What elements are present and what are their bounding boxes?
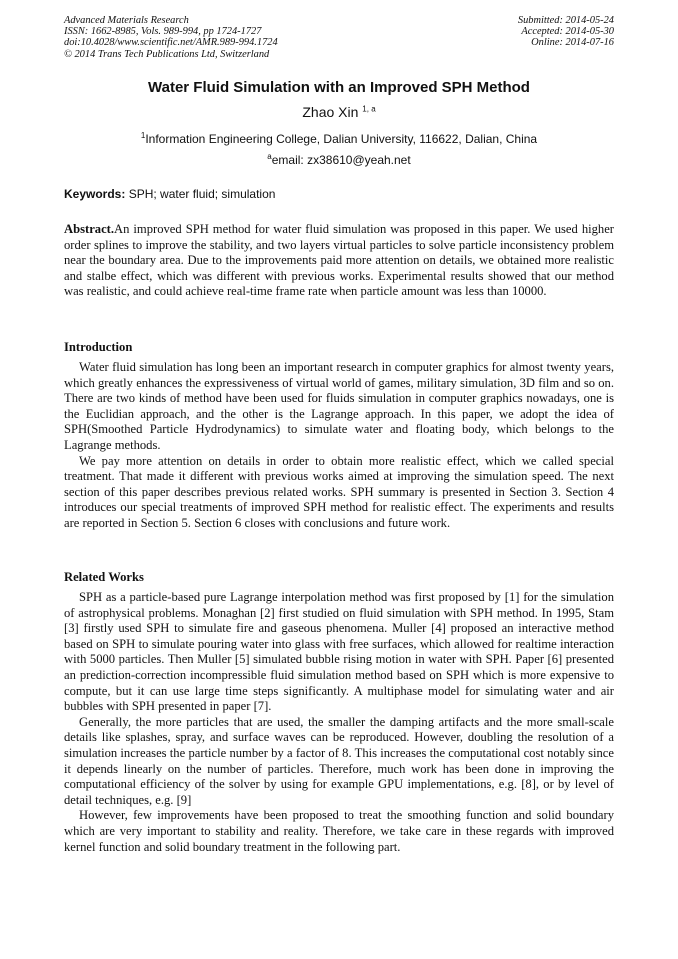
author-superscript: 1, a: [362, 104, 376, 114]
introduction-heading: Introduction: [64, 340, 133, 354]
journal-copyright: © 2014 Trans Tech Publications Ltd, Switzerland: [64, 48, 270, 60]
affiliation-text: Information Engineering College, Dalian University, 116622, Dalian, China: [145, 132, 538, 146]
affiliation-superscript: 1: [140, 131, 146, 140]
journal-issn: ISSN: 1662-8985, Vols. 989-994, pp 1724-1727: [64, 26, 262, 38]
author-name: Zhao Xin: [302, 104, 359, 120]
keywords-label: Keywords:: [64, 187, 126, 201]
journal-name: Advanced Materials Research: [64, 15, 189, 26]
paragraph: However, few improvements have been proposed to treat the smoothing function and solid boundary which are very important to stability and reality. Therefore, we take care in these regards with improved kernel function and solid boundary treatment in the following part.: [64, 808, 614, 854]
affiliation-line: [0, 131, 678, 146]
email-superscript: a: [267, 152, 272, 161]
abstract-text: An improved SPH method for water fluid simulation was proposed in this paper. We used higher order splines to improve the stability, and two layers virtual particles to solve particle inconsistency problem near the boundary area. Due to the improvements paid more attention on details, we obtained more realistic and stalbe effect, which was different with previous works. Experimental results showed that our method was realistic, and could achieve real-time frame rate when particle amount was less than 10000.: [64, 222, 614, 299]
paper-title: Water Fluid Simulation with an Improved SPH Method: [148, 79, 530, 96]
abstract-label: Abstract.: [64, 222, 115, 236]
email-line: [0, 152, 678, 167]
paragraph: SPH as a particle-based pure Lagrange interpolation method was first proposed by [1] for the simulation of astrophysical problems. Monaghan [2] first studied on fluid simulation with SPH method. In 1995, Stam [3] firstly used SPH to simulate fire and gaseous phenomena. Muller [4] proposed an interactive method based on SPH to simulate pouring water into glass with free surfaces, which allowed for realtime interaction with 5000 particles. Then Muller [5] simulated bubble rising motion in water with SPH. Paper [6] presented an prediction-correction incompressible fluid simulation method based on SPH which is more expensive to compute, but it can use large time steps significantly. A multiphase model for simulating water and air bubbles with SPH presented in paper [7].: [64, 590, 614, 714]
keywords-line: [64, 187, 614, 201]
introduction-body: [64, 360, 614, 532]
abstract-block: [64, 222, 614, 300]
paragraph: We pay more attention on details in order to obtain more realistic effect, which we called special treatment. That made it different with previous works aimed at improving the simulation speed. The next section of this paper describes previous related works. SPH summary is presented in Section 3. Section 4 introduces our special treatments of improved SPH method for realistic effect. The experiments and results are reported in Section 5. Section 6 closes with conclusions and future work.: [64, 453, 614, 530]
journal-doi: doi:10.4028/www.scientific.net/AMR.989-994.1724: [64, 37, 278, 49]
paragraph: Water fluid simulation has long been an important research in computer graphics for almost twenty years, which greatly enhances the expressiveness of virtual world of games, military simulation, 3D film and so on. There are two kinds of method have been used for fluids simulation in computer graphics nowadays, one is the Euclidian approach, and the other is the Lagrange approach. In this paper, we adopt the idea of SPH(Smoothed Particle Hydrodynamics) to simulate water and floating body, which belongs to the Lagrange methods.: [64, 360, 614, 452]
author-line: [0, 104, 678, 120]
email-text: email: zx38610@yeah.net: [271, 153, 411, 167]
journal-header-right: [518, 15, 614, 49]
related-works-body: [64, 590, 614, 855]
accepted-date: Accepted: 2014-05-30: [521, 26, 614, 38]
journal-header-left: [64, 15, 278, 60]
related-works-heading: Related Works: [64, 570, 144, 584]
paragraph: Generally, the more particles that are used, the smaller the damping artifacts and the more small-scale details like splashes, spray, and surface waves can be reproduced. However, doubling the resolution of a simulation increases the particle number by a factor of 8. This increases the computational cost notably since it depends linearly on the number of particles. Therefore, much work has been done in improving the computational efficiency of the solver by using for example GPU implementations, e.g. [8], or by level of detail techniques, e.g. [9]: [64, 714, 614, 807]
online-date: Online: 2014-07-16: [531, 37, 614, 49]
submitted-date: Submitted: 2014-05-24: [517, 15, 614, 26]
keywords-text: SPH; water fluid; simulation: [128, 187, 276, 201]
